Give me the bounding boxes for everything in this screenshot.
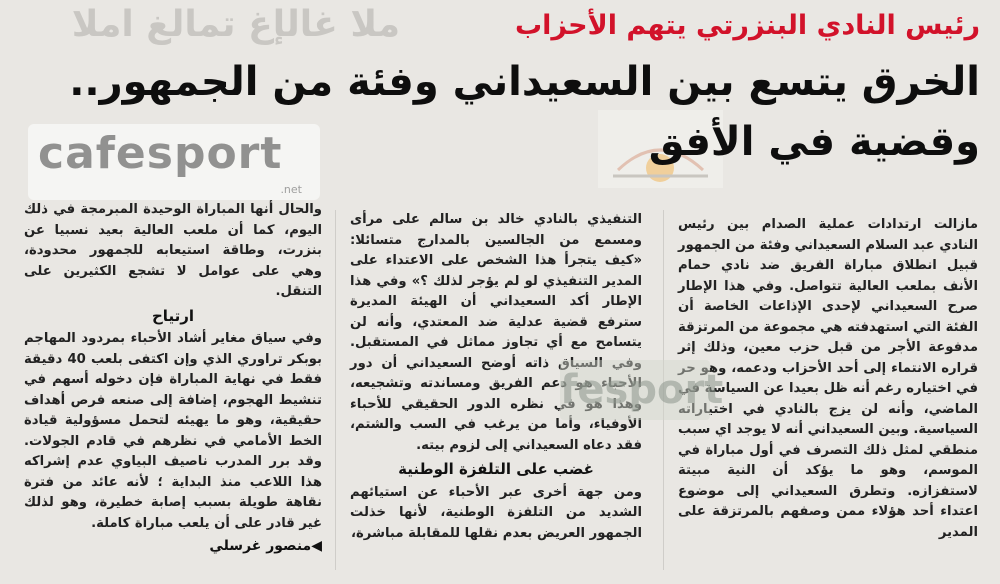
article-column-1 bbox=[678, 215, 978, 543]
headline-line-2: وقضية في الأفق bbox=[648, 119, 980, 165]
column-1-text: مازالت ارتدادات عملية الصدام بين رئيس النادي عبد السلام السعيداني وفئة من الجمهور قبيل انطلاق مباراة الفريق ضد نادي حمام الأنف بملعب العالية تتواصل. وفي هذا الإطار صرح السعيداني لإحدى الإذاعات الخاصة أن الفئة التي استهدفته هي مجموعة من المرتزقة مدفوعة الأجر من قبل حزب معين، وذلك إثر قراره الانتماء إلى أحد الأحزاب ودعمه، وهو حر في اختياره رغم أنه ظل بعيدا عن السياسة في الماضي، وأنه لن يزج بالنادي في اختياراته السياسية. وبين السعيداني أنه لا يوجد اي سبب منطقي لمثل ذلك التصرف في أول مباراة في الموسم، وهو ما يؤكد أن النية مبيتة لاستفزازه. وتطرق السعيداني إلى موضوع اعتداء أحد هؤلاء ممن وصفهم بالمرتزقة على المدير bbox=[678, 217, 978, 540]
cafesport-logo bbox=[28, 124, 320, 200]
column-3-subheading: ارتياح bbox=[152, 306, 194, 325]
cafesport-wordmark: cafesport bbox=[38, 128, 283, 179]
column-2-text: التنفيذي بالنادي خالد بن سالم على مرأى ومسمع من الجالسين بالمدارج متسائلا: «كيف يتجرأ هذا الشخص على الاعتداء على المدير التنفيذي لو لم يؤجر لذلك ؟» وفي هذا الإطار أكد السعيداني أن الهيئة المديرة سترفع قضية عدلية ضد المعتدي، وأنه لن يتسامح مع أي تجاوز مماثل في المستقبل. وفي السياق ذاته أوضح السعيداني أن دور الأحباء هو دعم الفريق ومساندته وتشجيعه، وهذا هو في نظره الدور الحقيقي للأحباء الأوفياء، وأما من يرغب في السب والشتم، فقد دعاه السعيداني إلى لزوم بيته. bbox=[350, 212, 642, 453]
author-signature: ◀منصور غرسلي bbox=[209, 538, 322, 554]
column-divider bbox=[335, 210, 336, 570]
column-2-text-continued: ومن جهة أخرى عبر الأحباء عن استيائهم الشديد من التلفزة الوطنية، لأنها خذلت الجمهور العريض بعدم نقلها للمقابلة مباشرة، bbox=[350, 484, 642, 541]
column-2-subheading: غضب على التلفزة الوطنية bbox=[398, 460, 594, 478]
article-kicker: رئيس النادي البنزرتي يتهم الأحزاب bbox=[514, 10, 980, 41]
article-column-3 bbox=[24, 200, 322, 557]
background-faded-headline: ملا غالإغ تمالغ املا bbox=[71, 4, 400, 45]
cafesport-watermark: fesport bbox=[560, 360, 710, 420]
column-3-text: والحال أنها المباراة الوحيدة المبرمجة في ذلك اليوم، كما أن ملعب العالية بعيد نسبيا عن بنزرت، وطاقة استيعابه للجمهور محدودة، وهي على عوامل لا تشجع الكثيرين على التنقل. bbox=[24, 202, 322, 299]
headline-line-1: الخرق يتسع بين السعيداني وفئة من الجمهور.. bbox=[69, 59, 980, 105]
column-3-text-continued: وفي سياق مغاير أشاد الأحباء بمردود المهاجم بوبكر تراوري الذي وإن اكتفى بلعب 40 دقيقة فقط في نهاية المباراة فإن دخوله أسهم في تنشيط الهجوم، إضافة إلى صنعه فرص أهداف حقيقية، وهو ما يهيئه لتحمل مسؤولية قيادة الخط الأمامي في نظرهم في قادم الجولات. وقد برر المدرب ناصيف البياوي عدم إشراكه هذا اللاعب منذ البداية ؛ لأنه عائد من فترة نقاهة طويلة بسبب إصابة خطيرة، وهو لذلك غير قادر على أن يلعب مباراة كاملة. bbox=[24, 331, 322, 531]
cafesport-domain: .net bbox=[280, 183, 302, 196]
